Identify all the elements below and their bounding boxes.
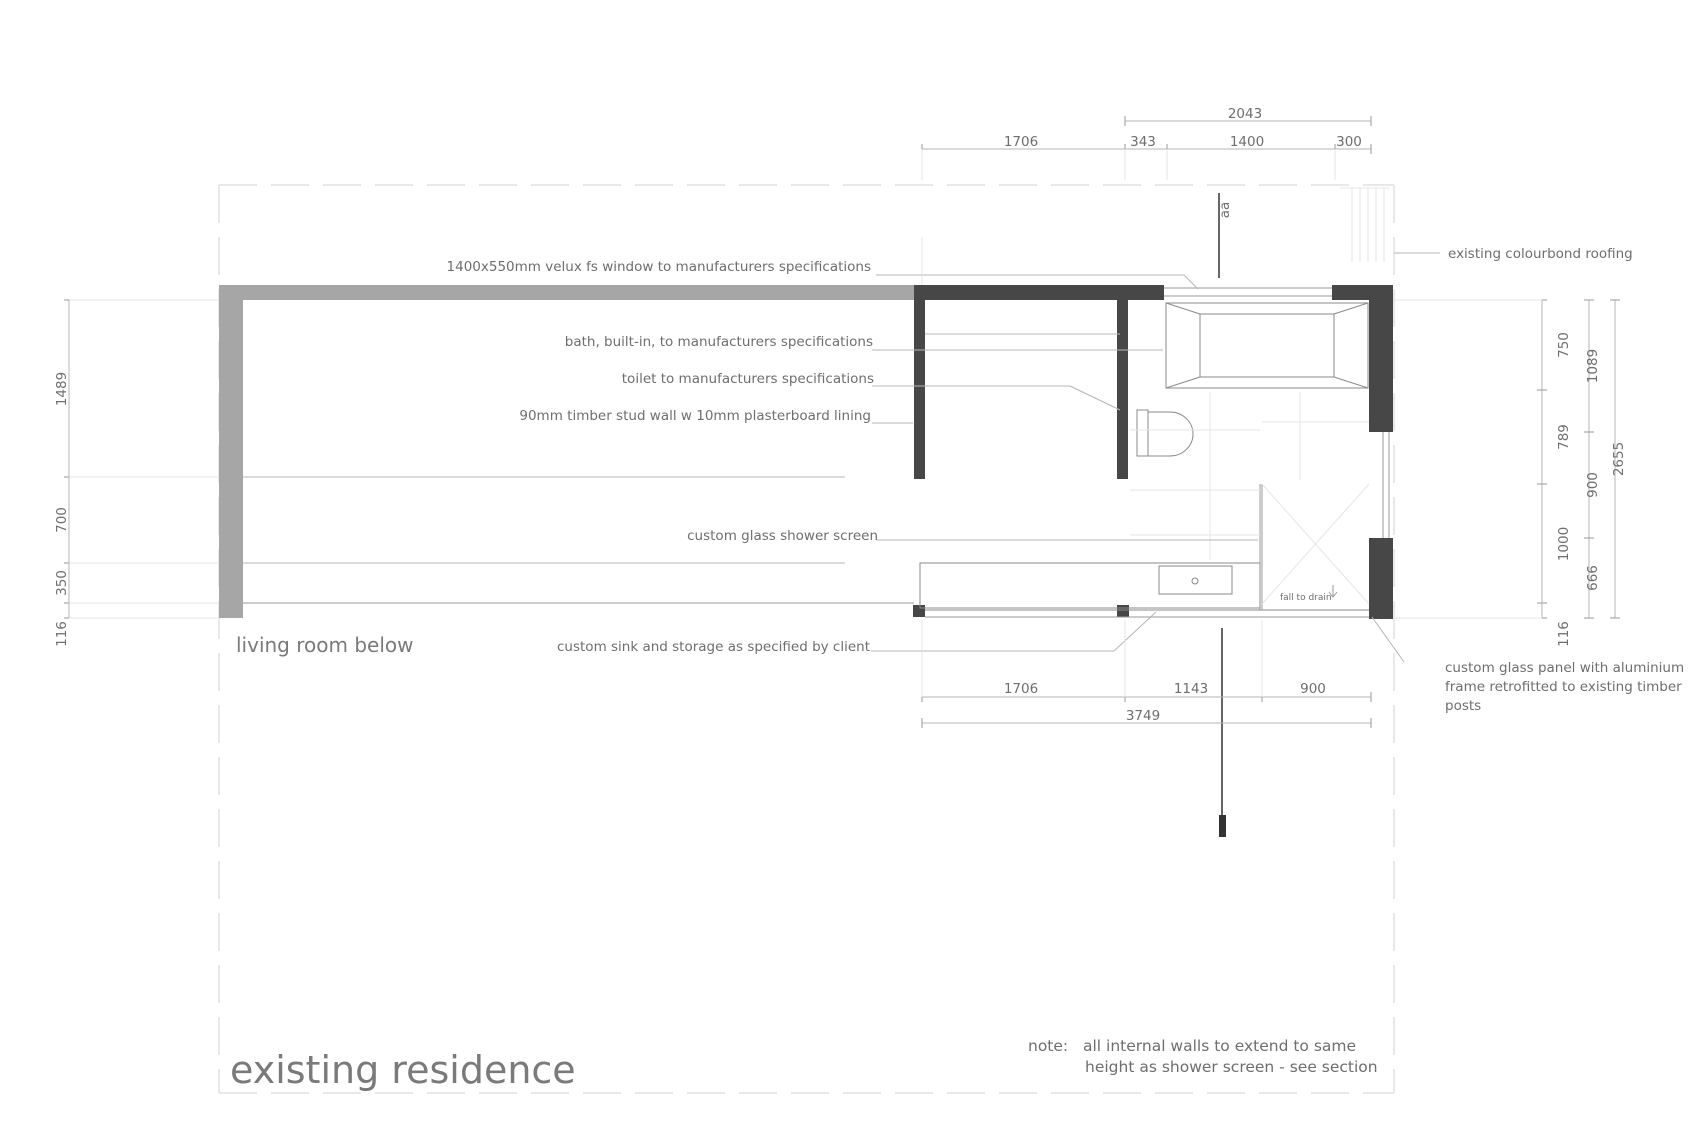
dim-right-900: 900 xyxy=(1585,472,1601,498)
dim-left-1489: 1489 xyxy=(54,371,70,407)
note-line-1: all internal walls to extend to same xyxy=(1083,1037,1357,1055)
living-room-below-label: living room below xyxy=(236,633,414,657)
dim-left-116: 116 xyxy=(54,621,70,647)
roofing-hatch xyxy=(1340,188,1390,262)
section-marker-label: aa xyxy=(1217,201,1233,219)
sink-drain xyxy=(1192,578,1198,584)
leader-lines xyxy=(871,253,1440,662)
dim-bottom-overall: 3749 xyxy=(1125,708,1161,724)
section-line xyxy=(1219,193,1226,837)
label-fall-to-drain: fall to drain xyxy=(1280,593,1332,603)
dim-top-1400: 1400 xyxy=(1229,134,1265,150)
label-toilet: toilet to manufacturers specifications xyxy=(621,371,874,387)
dim-right-1000: 1000 xyxy=(1556,526,1572,562)
label-roofing: existing colourbond roofing xyxy=(1448,246,1633,262)
sink-basin xyxy=(1159,566,1232,594)
annotations xyxy=(447,202,1685,714)
dim-top-300: 300 xyxy=(1336,134,1362,150)
dim-bottom-1143: 1143 xyxy=(1173,681,1209,697)
dim-top-overall: 2043 xyxy=(1227,106,1263,122)
dim-left-350: 350 xyxy=(54,570,70,596)
existing-wall-left xyxy=(219,285,243,618)
new-walls xyxy=(913,285,1393,619)
bath xyxy=(1166,303,1368,388)
dim-bottom-1706: 1706 xyxy=(1003,681,1039,697)
label-bath: bath, built-in, to manufacturers specifications xyxy=(564,334,873,350)
dim-right-1089: 1089 xyxy=(1585,348,1601,384)
new-wall-right-lower xyxy=(1369,538,1393,619)
titles xyxy=(230,633,1378,1092)
note-line-2: height as shower screen - see section xyxy=(1085,1058,1378,1076)
note-prefix: note: xyxy=(1028,1037,1069,1055)
new-wall-stud-2 xyxy=(1117,285,1128,479)
label-shower-screen: custom glass shower screen xyxy=(687,528,878,544)
dim-top-1706: 1706 xyxy=(1003,134,1039,150)
label-glass-panel-line-3: posts xyxy=(1445,698,1482,714)
dim-bottom-900: 900 xyxy=(1300,681,1326,697)
label-sink: custom sink and storage as specified by client xyxy=(557,639,870,655)
label-stud-wall: 90mm timber stud wall w 10mm plasterboard lining xyxy=(519,408,871,424)
dim-left-700: 700 xyxy=(54,507,70,533)
dim-right-666: 666 xyxy=(1585,565,1601,591)
label-glass-panel-line-1: custom glass panel with aluminium xyxy=(1445,660,1685,676)
dim-right-overall: 2655 xyxy=(1611,441,1627,477)
toilet xyxy=(1137,410,1193,456)
post-mid xyxy=(1117,605,1129,617)
dim-right-116: 116 xyxy=(1556,621,1572,647)
vanity xyxy=(920,563,1260,608)
label-velux-window: 1400x550mm velux fs window to manufacturers specifications xyxy=(446,259,871,275)
existing-wall-top xyxy=(219,285,916,300)
dim-top-343: 343 xyxy=(1130,134,1156,150)
dim-right-750: 750 xyxy=(1556,332,1572,358)
new-wall-stud-1 xyxy=(914,285,925,479)
new-wall-right-upper xyxy=(1369,285,1393,432)
dim-right-789: 789 xyxy=(1556,424,1572,450)
label-glass-panel-line-2: frame retrofitted to existing timber xyxy=(1445,679,1682,695)
drawing-title: existing residence xyxy=(230,1048,576,1092)
shower-area xyxy=(1130,392,1369,604)
post-left xyxy=(913,605,925,617)
